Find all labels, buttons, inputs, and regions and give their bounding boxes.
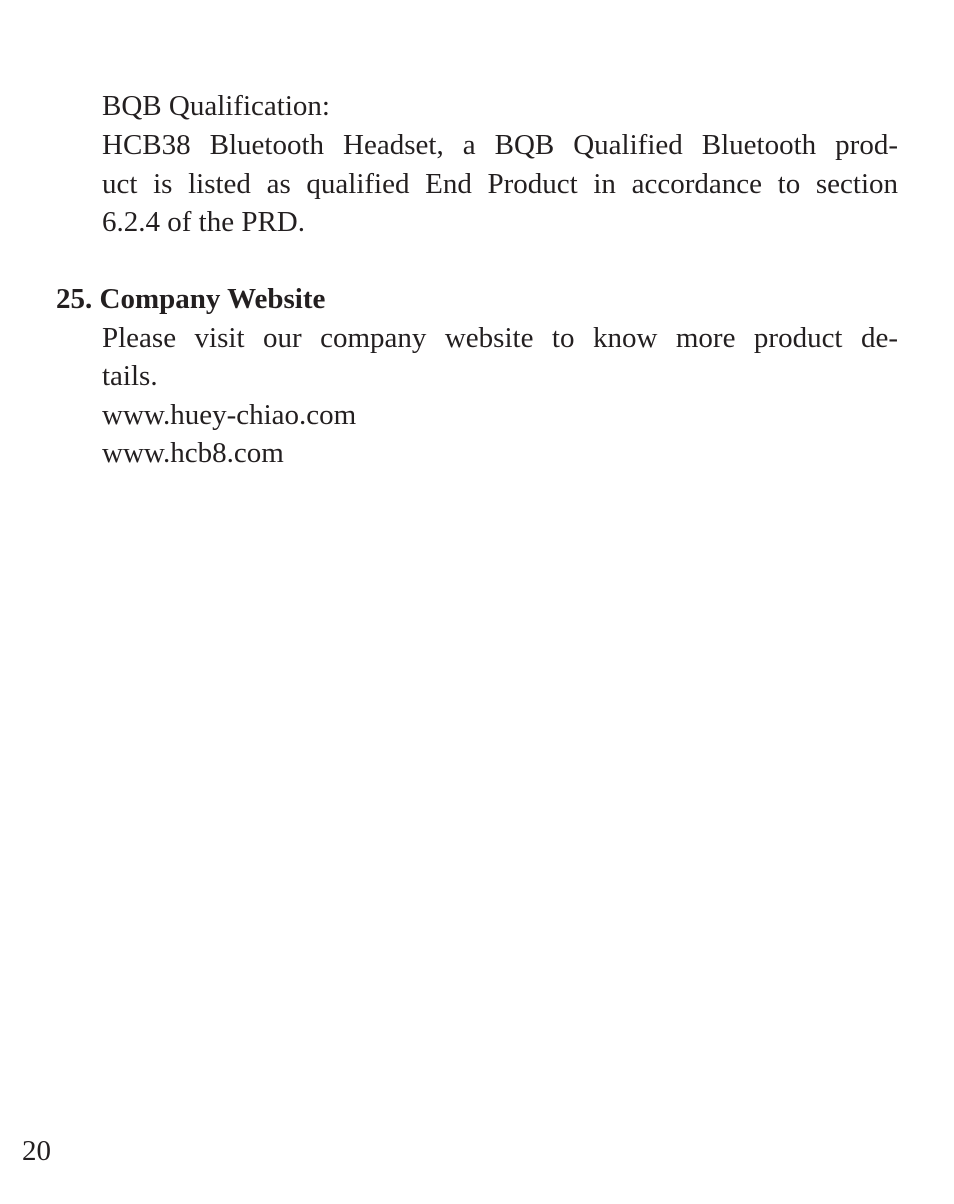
website-url-hcb8: www.hcb8.com — [102, 437, 284, 469]
bqb-text-line-3: 6.2.4 of the PRD. — [102, 206, 305, 238]
bqb-title: BQB Qualification: — [102, 90, 330, 122]
bqb-text-line-1: HCB38 Bluetooth Headset, a BQB Qualified Bluetooth prod- — [102, 129, 898, 161]
section-heading-company-website: 25. Company Website — [56, 283, 326, 315]
page-number: 20 — [22, 1135, 51, 1167]
website-text-line-2: tails. — [102, 360, 158, 392]
website-text-line-1: Please visit our company website to know more product de- — [102, 322, 898, 354]
bqb-text-line-2: uct is listed as qualified End Product in accordance to section — [102, 168, 898, 200]
website-url-huey-chiao: www.huey-chiao.com — [102, 399, 357, 431]
